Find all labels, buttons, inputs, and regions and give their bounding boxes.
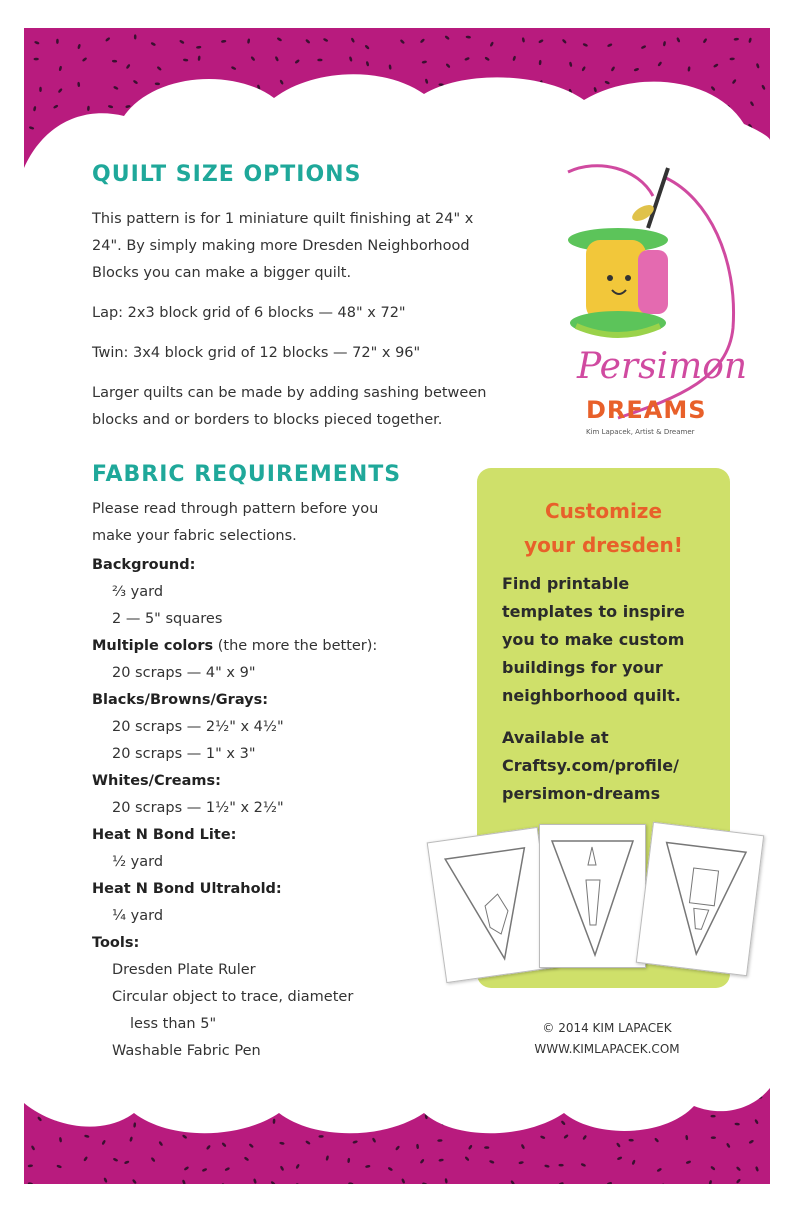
lap-size: Lap: 2x3 block grid of 6 blocks — 48" x 72" bbox=[92, 305, 406, 321]
availability-link[interactable]: Craftsy.com/profile/ bbox=[502, 756, 679, 775]
callout-heading bbox=[477, 494, 730, 562]
callout-heading-line: Customize bbox=[544, 499, 663, 523]
logo-tagline: Kim Lapacek, Artist & Dreamer bbox=[586, 428, 695, 436]
heat-n-bond-ultrahold-item: ¼ yard bbox=[112, 908, 164, 924]
tool-item: Circular object to trace, diameter bbox=[112, 989, 354, 1005]
tool-item: Dresden Plate Ruler bbox=[112, 962, 256, 978]
background-item: 2 — 5" squares bbox=[112, 611, 223, 627]
larger-quilts-note: Larger quilts can be made by adding sashing between blocks and or borders to blocks pieced together. bbox=[92, 385, 487, 428]
fabric-heading: FABRIC REQUIREMENTS bbox=[92, 462, 402, 487]
website-link[interactable]: WWW.KIMLAPACEK.COM bbox=[534, 1042, 680, 1056]
quilt-size-heading: QUILT SIZE OPTIONS bbox=[92, 162, 362, 187]
quilt-size-intro: This pattern is for 1 miniature quilt finishing at 24" x 24". By simply making more Dresden Neighborhood Blocks you can make a bigger quilt. bbox=[92, 211, 474, 281]
twin-size: Twin: 3x4 block grid of 12 blocks — 72" x 96" bbox=[92, 345, 421, 361]
multiple-colors-note: (the more the better): bbox=[213, 638, 378, 654]
blacks-item: 20 scraps — 2½" x 4½" bbox=[112, 719, 284, 735]
needle-icon bbox=[648, 168, 668, 228]
blacks-item: 20 scraps — 1" x 3" bbox=[112, 746, 256, 762]
heat-n-bond-ultrahold-label: Heat N Bond Ultrahold: bbox=[92, 881, 282, 897]
availability-link[interactable]: persimon-dreams bbox=[502, 784, 661, 803]
callout-heading-line: your dresden! bbox=[524, 533, 683, 557]
callout-availability bbox=[502, 724, 722, 808]
multiple-colors-item: 20 scraps — 4" x 9" bbox=[112, 665, 256, 681]
logo-dreams-text: DREAMS bbox=[586, 396, 707, 424]
whites-item: 20 scraps — 1½" x 2½" bbox=[112, 800, 284, 816]
fabric-list bbox=[92, 552, 472, 1065]
fabric-intro: Please read through pattern before you make your fabric selections. bbox=[92, 501, 379, 544]
heat-n-bond-lite-item: ½ yard bbox=[112, 854, 164, 870]
tool-item-continued: less than 5" bbox=[130, 1016, 217, 1032]
blacks-label: Blacks/Browns/Grays: bbox=[92, 692, 269, 708]
background-label: Background: bbox=[92, 557, 196, 573]
callout-body: Find printable templates to inspire you to make custom buildings for your neighborhood quilt. bbox=[502, 574, 685, 705]
copyright-text: © 2014 KIM LAPACEK bbox=[542, 1021, 672, 1035]
whites-label: Whites/Creams: bbox=[92, 773, 221, 789]
background-item: ⅔ yard bbox=[112, 584, 164, 600]
tool-item: Washable Fabric Pen bbox=[112, 1043, 261, 1059]
pattern-back-page bbox=[24, 28, 770, 1184]
availability-line: Available at bbox=[502, 728, 609, 747]
multiple-colors-label: Multiple colors bbox=[92, 638, 214, 654]
tools-label: Tools: bbox=[92, 935, 140, 951]
template-card bbox=[427, 827, 558, 983]
copyright-block bbox=[492, 1018, 722, 1060]
template-card bbox=[539, 824, 646, 968]
logo-script-text: Persimon bbox=[577, 346, 748, 387]
heat-n-bond-lite-label: Heat N Bond Lite: bbox=[92, 827, 237, 843]
template-card bbox=[636, 822, 764, 977]
